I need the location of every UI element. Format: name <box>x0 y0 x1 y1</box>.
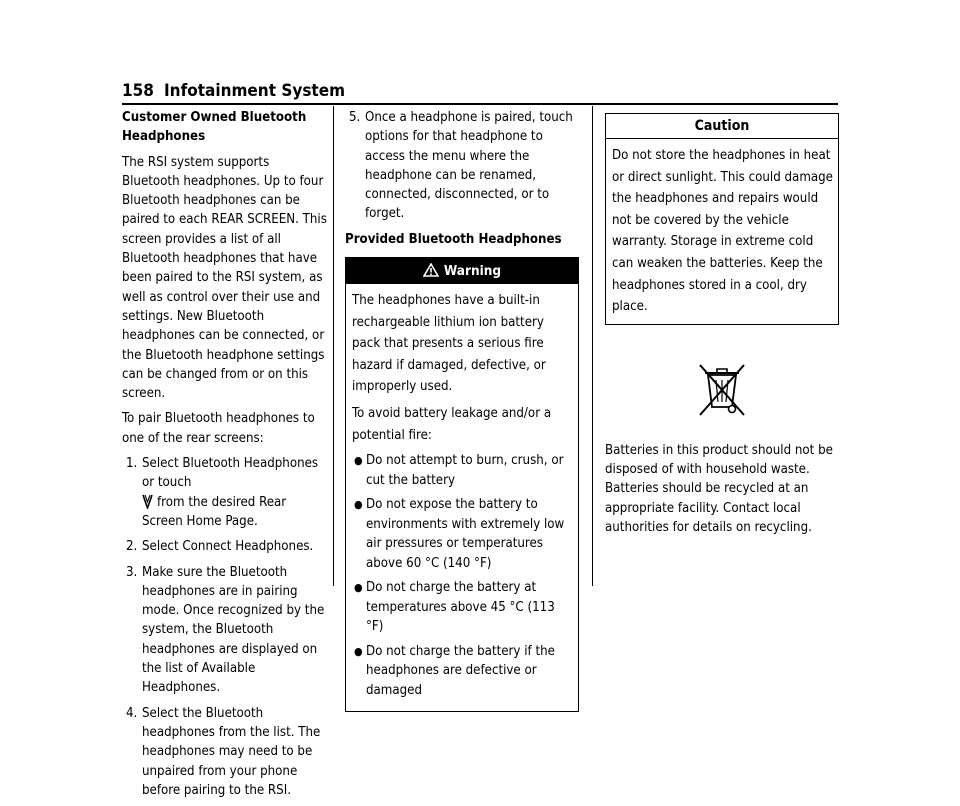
left-column <box>122 108 327 806</box>
step-item: 1. Select Bluetooth Headphones or touch from the desired Rear Screen Home Page. <box>126 456 319 529</box>
warning-box <box>345 257 579 712</box>
list-item: ● Do not expose the battery to environments with extremely low air pressures or temperatures above 60 °C (140 °F) <box>354 497 565 571</box>
crossed-out-bin-icon <box>698 363 746 417</box>
bluetooth-headphones-icon <box>142 494 153 509</box>
disposal-paragraph: Batteries in this product should not be disposed of with household waste. Batteries should be recycled at an appropriate facility. Contact local authorities for details on recycling. <box>605 442 833 535</box>
warning-triangle-icon <box>423 263 439 277</box>
owned-headphones-heading: Customer Owned Bluetooth Headphones <box>122 110 307 145</box>
list-item: ● Do not charge the battery if the headphones are defective or damaged <box>354 643 555 698</box>
step-item: 3. Make sure the Bluetooth headphones are in pairing mode. Once recognized by the system, the Bluetooth headphones are displayed on the list of Available Headphones. <box>126 564 325 696</box>
caution-text: Do not store the headphones in heat or direct sunlight. This could damage the headphones and repairs would not be covered by the vehicle warranty. Storage in extreme cold can weaken the batteries. Keep the headphones stored in a cool, dry place. <box>612 148 833 315</box>
provided-headphones-heading: Provided Bluetooth Headphones <box>345 231 562 247</box>
warning-bullets <box>352 451 573 700</box>
header-rule <box>122 103 838 105</box>
warning-text-avoid: To avoid battery leakage and/or a potential fire: <box>352 406 552 443</box>
list-item: ● Do not charge the battery at temperatures above 45 °C (113 °F) <box>354 580 555 635</box>
intro-paragraph: The RSI system supports Bluetooth headphones. Up to four Bluetooth headphones can be paired to each REAR SCREEN. This screen provides a list of all Bluetooth headphones that have been paired to the RSI system, as well as control over their use and settings. New Bluetooth headphones can be connected, or the Bluetooth headphone settings can be changed from or on this screen. <box>122 154 327 402</box>
pair-intro: To pair Bluetooth headphones to one of the rear screens: <box>122 411 315 446</box>
step-item: 2. Select Connect Headphones. <box>126 539 314 555</box>
step-item: 5. Once a headphone is paired, touch options for that headphone to access the menu where the headphone can be renamed, connected, disconnected, or to forget. <box>349 110 573 222</box>
step-item: 4. Select the Bluetooth headphones from the list. The headphones may need to be unpaired from your phone before pairing to the RSI. <box>126 705 321 798</box>
page-number: 158 <box>122 81 154 101</box>
caution-title: Caution <box>606 114 838 139</box>
caution-box <box>605 113 839 325</box>
right-column <box>605 113 839 543</box>
pairing-steps-continued <box>345 108 579 224</box>
warning-header <box>346 258 578 284</box>
column-divider-right <box>592 106 593 586</box>
section-title: Infotainment System <box>164 81 346 101</box>
warning-title: Warning <box>443 263 502 280</box>
list-item: ● Do not attempt to burn, crush, or cut the battery <box>354 453 564 488</box>
middle-column <box>345 108 579 712</box>
warning-text: The headphones have a built-in rechargeable lithium ion battery pack that presents a serious fire hazard if damaged, defective, or improperly used. <box>352 293 546 395</box>
column-divider-left <box>333 106 334 586</box>
pairing-steps <box>122 454 327 800</box>
